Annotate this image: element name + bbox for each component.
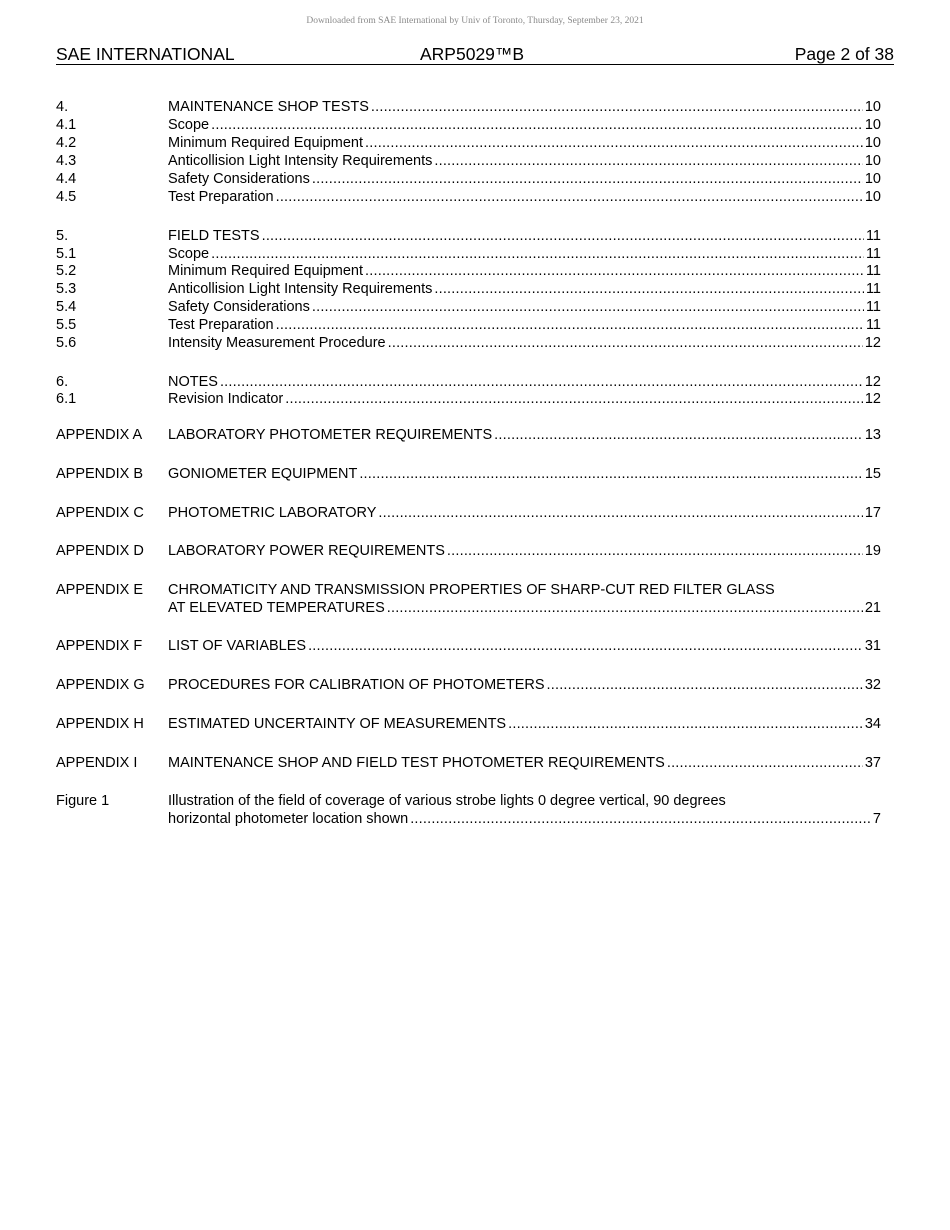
toc-entry-page: 37 (864, 755, 881, 771)
toc-entry-number: APPENDIX H (56, 716, 144, 732)
toc-entry-title: ESTIMATED UNCERTAINTY OF MEASUREMENTS (168, 716, 507, 732)
toc-entry-title-box (168, 170, 881, 188)
toc-entry-title: Safety Considerations (168, 171, 310, 187)
toc-entry-number: 4.2 (56, 135, 77, 151)
toc-entry-number: 5.6 (56, 335, 77, 351)
toc-entry-leader-line (168, 245, 881, 263)
toc-entry-title: MAINTENANCE SHOP AND FIELD TEST PHOTOMETER REQUIREMENTS (168, 755, 665, 771)
toc-entry-number: APPENDIX F (56, 638, 143, 654)
toc-entry-number: 5.4 (56, 299, 77, 315)
toc-entry-title: Minimum Required Equipment (168, 263, 364, 279)
toc-entry-leader-line (168, 637, 881, 655)
toc-entry-page: 17 (864, 505, 881, 521)
toc-dot-leader (359, 465, 863, 483)
toc-entry-leader-line (168, 504, 881, 522)
toc-entry-number: 4.1 (56, 117, 77, 133)
toc-entry-title: Intensity Measurement Procedure (168, 335, 386, 351)
toc-entry-number: 4.5 (56, 189, 77, 205)
toc-entry-title: Minimum Required Equipment (168, 135, 364, 151)
toc-entry-title-box (168, 116, 881, 134)
toc-dot-leader (285, 390, 863, 408)
toc-entry-number: APPENDIX E (56, 582, 144, 598)
toc-entry-leader-line (168, 170, 881, 188)
toc-entry-page: 11 (865, 263, 881, 279)
toc-entry-leader-line (168, 152, 881, 170)
toc-entry-page: 11 (865, 317, 881, 333)
toc-dot-leader (211, 116, 863, 134)
toc-entry-title: AT ELEVATED TEMPERATURES (168, 600, 385, 616)
toc-entry-page: 10 (864, 189, 881, 205)
toc-entry-title: horizontal photometer location shown (168, 811, 409, 827)
toc-entry-title-box (168, 504, 881, 522)
toc-entry-page: 21 (864, 600, 881, 616)
toc-entry-title-box (168, 245, 881, 263)
toc-dot-leader (312, 170, 863, 188)
toc-entry-page: 10 (864, 99, 881, 115)
toc-entry-title-line1: Illustration of the field of coverage of various strobe lights 0 degree vertical, 90 degrees (168, 793, 726, 809)
toc-entry-leader-line (168, 334, 881, 352)
toc-entry-title: Anticollision Light Intensity Requirements (168, 281, 433, 297)
toc-entry-title-box (168, 262, 881, 280)
toc-entry-page: 11 (865, 299, 881, 315)
toc-dot-leader (388, 334, 863, 352)
toc-entry-leader-line (168, 134, 881, 152)
toc-dot-leader (371, 98, 863, 116)
toc-entry-page: 7 (872, 811, 881, 827)
toc-entry-page: 31 (864, 638, 881, 654)
toc-entry-title-box (168, 280, 881, 298)
toc-entry-title: Anticollision Light Intensity Requirements (168, 153, 433, 169)
toc-entry-title: FIELD TESTS (168, 228, 260, 244)
toc-entry-title-box (168, 754, 881, 772)
header-document-number: ARP5029™B (420, 44, 525, 64)
toc-entry-leader-line (168, 715, 881, 733)
toc-entry-leader-line (168, 426, 881, 444)
toc-dot-leader (211, 245, 864, 263)
toc-entry-title-box (168, 373, 881, 391)
toc-entry-leader-line (168, 373, 881, 391)
toc-entry-page: 12 (864, 391, 881, 407)
toc-entry-leader-line (168, 810, 881, 828)
toc-entry-title-box (168, 334, 881, 352)
toc-entry-page: 12 (864, 335, 881, 351)
toc-entry-title: LABORATORY PHOTOMETER REQUIREMENTS (168, 427, 493, 443)
toc-entry-page: 10 (864, 117, 881, 133)
toc-entry-number: 6. (56, 374, 69, 390)
toc-entry-leader-line (168, 316, 881, 334)
header-organization: SAE INTERNATIONAL (56, 44, 235, 64)
toc-entry-title-box (168, 581, 881, 617)
toc-entry-title: Scope (168, 246, 210, 262)
toc-entry-number: APPENDIX D (56, 543, 144, 559)
header-page-number: Page 2 of 38 (794, 44, 894, 64)
toc-entry-title-box (168, 134, 881, 152)
toc-dot-leader (262, 227, 864, 245)
toc-dot-leader (378, 504, 862, 522)
toc-entry-title-box (168, 426, 881, 444)
toc-dot-leader (365, 262, 864, 280)
toc-entry-title-box (168, 390, 881, 408)
toc-entry-page: 34 (864, 716, 881, 732)
toc-entry-title: LABORATORY POWER REQUIREMENTS (168, 543, 445, 559)
toc-entry-leader-line (168, 188, 881, 206)
toc-entry-title-box (168, 98, 881, 116)
toc-entry-title: LIST OF VARIABLES (168, 638, 307, 654)
toc-entry-page: 12 (864, 374, 881, 390)
toc-entry-number: APPENDIX A (56, 427, 143, 443)
toc-entry-page: 19 (864, 543, 881, 559)
toc-entry-leader-line (168, 262, 881, 280)
toc-entry-number: Figure 1 (56, 793, 110, 809)
toc-entry-title: Test Preparation (168, 317, 274, 333)
toc-entry-number: APPENDIX I (56, 755, 138, 771)
toc-entry-leader-line (168, 280, 881, 298)
toc-entry-page: 32 (864, 677, 881, 693)
toc-entry-title: PHOTOMETRIC LABORATORY (168, 505, 377, 521)
toc-entry-title-box (168, 298, 881, 316)
toc-entry-title-box (168, 637, 881, 655)
toc-entry-number: 4.4 (56, 171, 77, 187)
toc-entry-title: Safety Considerations (168, 299, 310, 315)
toc-entry-number: 5.5 (56, 317, 77, 333)
toc-dot-leader (494, 426, 863, 444)
toc-entry-title: Test Preparation (168, 189, 274, 205)
toc-entry-number: 5.1 (56, 246, 77, 262)
toc-entry-leader-line (168, 98, 881, 116)
toc-entry-number: 4.3 (56, 153, 77, 169)
toc-entry-title-box (168, 465, 881, 483)
toc-entry-title: MAINTENANCE SHOP TESTS (168, 99, 369, 115)
toc-entry-title-box (168, 152, 881, 170)
toc-dot-leader (276, 316, 864, 334)
toc-entry-number: 5.2 (56, 263, 77, 279)
toc-entry-number: 5. (56, 228, 69, 244)
toc-entry-title-box (168, 676, 881, 694)
toc-dot-leader (410, 810, 871, 828)
toc-dot-leader (447, 542, 863, 560)
toc-entry-number: 6.1 (56, 391, 77, 407)
toc-dot-leader (365, 134, 863, 152)
toc-entry-leader-line (168, 227, 881, 245)
toc-dot-leader (387, 599, 863, 617)
toc-entry-number: APPENDIX G (56, 677, 145, 693)
toc-entry-leader-line (168, 116, 881, 134)
toc-entry-page: 11 (865, 228, 881, 244)
toc-entry-title-box (168, 188, 881, 206)
toc-entry-number: 4. (56, 99, 69, 115)
toc-entry-title-line1: CHROMATICITY AND TRANSMISSION PROPERTIES OF SHARP-CUT RED FILTER GLASS (168, 582, 775, 598)
toc-entry-title-box (168, 316, 881, 334)
toc-entry-leader-line (168, 542, 881, 560)
toc-entry-number: 5.3 (56, 281, 77, 297)
toc-dot-leader (434, 152, 863, 170)
toc-dot-leader (508, 715, 863, 733)
toc-entry-page: 13 (864, 427, 881, 443)
toc-dot-leader (312, 298, 864, 316)
toc-entry-title-box (168, 227, 881, 245)
toc-entry-leader-line (168, 676, 881, 694)
page-header (56, 44, 894, 65)
toc-entry-leader-line (168, 298, 881, 316)
download-watermark: Downloaded from SAE International by Univ of Toronto, Thursday, September 23, 2021 (306, 16, 644, 26)
toc-entry-leader-line (168, 390, 881, 408)
toc-entry-leader-line (168, 754, 881, 772)
toc-entry-title: GONIOMETER EQUIPMENT (168, 466, 358, 482)
toc-entry-title-box (168, 542, 881, 560)
toc-entry-title-box (168, 715, 881, 733)
toc-dot-leader (434, 280, 864, 298)
toc-entry-title: Scope (168, 117, 210, 133)
toc-dot-leader (220, 373, 863, 391)
toc-entry-number: APPENDIX C (56, 505, 144, 521)
toc-entry-title-box (168, 792, 881, 828)
toc-entry-title: Revision Indicator (168, 391, 284, 407)
toc-entry-page: 11 (865, 246, 881, 262)
toc-dot-leader (308, 637, 863, 655)
toc-entry-title: NOTES (168, 374, 218, 390)
toc-entry-page: 10 (864, 153, 881, 169)
toc-entry-page: 10 (864, 171, 881, 187)
toc-entry-title: PROCEDURES FOR CALIBRATION OF PHOTOMETERS (168, 677, 545, 693)
toc-entry-leader-line (168, 599, 881, 617)
toc-entry-number: APPENDIX B (56, 466, 144, 482)
toc-entry-page: 10 (864, 135, 881, 151)
toc-dot-leader (667, 754, 863, 772)
toc-dot-leader (547, 676, 863, 694)
toc-dot-leader (276, 188, 863, 206)
toc-entry-page: 11 (865, 281, 881, 297)
toc-entry-page: 15 (864, 466, 881, 482)
toc-entry-leader-line (168, 465, 881, 483)
